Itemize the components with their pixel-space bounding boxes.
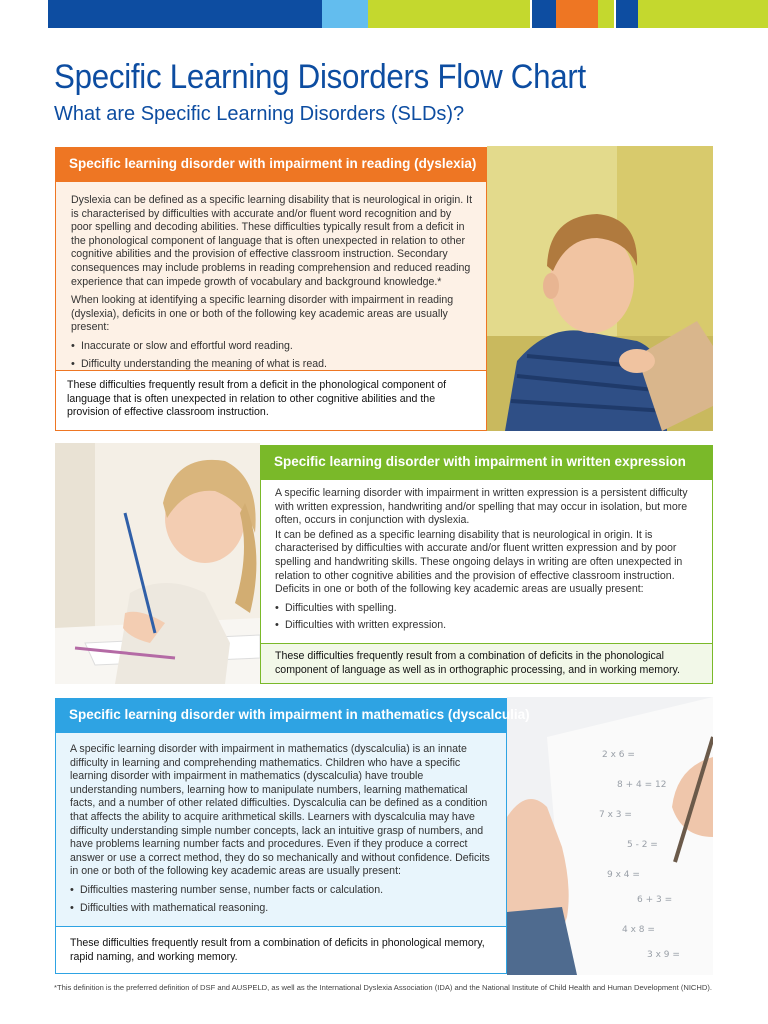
reading-paragraph-2: When looking at identifying a specific learning disorder with impairment in reading (dyslexia), deficits in one or both of the following key academic areas are usually present: — [71, 294, 454, 334]
reading-body — [55, 182, 487, 370]
writing-body — [260, 480, 713, 643]
reading-bullet-list — [71, 340, 474, 371]
math-heading: Specific learning disorder with impairment in mathematics (dyscalculia) — [55, 698, 507, 733]
math-paragraph-1: A specific learning disorder with impairment in mathematics (dyscalculia) is an innate difficulty in learning and comprehending mathematics. Children who have a specific learning disorder with impairment in mathematics (dyscalculia) have trouble understanding numbers, learning how to manipulate numbers, learning mathematical facts, and a number of other related difficulties. Dyscalculia can be defined as a condition that affects the ability to acquire arithmetical skills. Learners with dyscalculia may have difficulty understanding simple number concepts, lack an intuitive grasp of numbers, and have problems learning number facts and procedures. Even if they produce a correct answer or use a correct method, they do so mechanically and without confidence. Deficits in one or both of the following key academic areas are usually present: — [70, 743, 490, 878]
writing-summary: These difficulties frequently result from a combination of deficits in the phonological component of language as well as in orthographic processing, and in working memory. — [260, 643, 713, 684]
list-item: • Difficulties with spelling. — [275, 602, 702, 616]
svg-text:3 x 9 =: 3 x 9 = — [647, 950, 680, 960]
math-body — [55, 733, 507, 926]
svg-text:2 x 6 =: 2 x 6 = — [602, 750, 635, 760]
list-item: • Inaccurate or slow and effortful word reading. — [71, 340, 474, 354]
svg-text:4 x 8 =: 4 x 8 = — [622, 925, 655, 935]
boy-reading-photo — [487, 146, 713, 431]
svg-text:8 + 4 = 12: 8 + 4 = 12 — [617, 780, 667, 790]
list-item: • Difficulties with written expression. — [275, 619, 702, 633]
list-item: • Difficulties mastering number sense, number facts or calculation. — [70, 884, 492, 898]
list-item: • Difficulties with mathematical reasoning. — [70, 902, 492, 916]
writing-heading: Specific learning disorder with impairment in written expression — [260, 445, 713, 480]
footnote: *This definition is the preferred definition of DSF and AUSPELD, as well as the International Dyslexia Association (IDA) and the National Institute of Child Health and Human Development (NICHD). — [54, 983, 713, 992]
svg-text:7 x 3 =: 7 x 3 = — [599, 810, 632, 820]
page-title: Specific Learning Disorders Flow Chart — [54, 58, 586, 96]
reading-heading: Specific learning disorder with impairment in reading (dyslexia) — [55, 147, 487, 182]
math-bullet-list — [70, 884, 492, 915]
hands-math-worksheet-photo — [507, 697, 713, 975]
svg-text:9 x 4 =: 9 x 4 = — [607, 870, 640, 880]
svg-text:6 + 3 =: 6 + 3 = — [637, 895, 673, 905]
reading-summary: These difficulties frequently result from a deficit in the phonological component of language that is often unexpected in relation to other cognitive abilities and the provision of effective classroom instruction. — [55, 370, 487, 431]
writing-paragraph-1: A specific learning disorder with impairment in written expression is a persistent difficulty with written expression, handwriting and/or spelling that may occur in isolation, but more often, occurs in conjunction with dyslexia. — [275, 487, 688, 527]
girl-writing-photo — [55, 443, 260, 684]
svg-text:5 - 2 =: 5 - 2 = — [627, 840, 658, 850]
writing-bullet-list — [275, 602, 702, 633]
list-item: • Difficulty understanding the meaning of what is read. — [71, 358, 474, 372]
writing-paragraph-2: It can be defined as a specific learning disability that is neurological in origin. It is characterised by difficulties with accurate and/or fluent written expression and by poor spelling and handwriting skills. These ongoing delays in writing are often unexpected in relation to other cognitive abilities and the provision of effective classroom instruction. Deficits in one or both of the following key academic areas are usually present: — [275, 528, 683, 596]
reading-paragraph-1: Dyslexia can be defined as a specific learning disability that is neurological in origin. It is characterised by difficulties with accurate and/or fluent word recognition and by poor spelling and decoding abilities. These difficulties typically result from a deficit in the phonological component of language that is often unexpected in relation to other cognitive abilities and the provision of effective classroom instruction. Secondary consequences may include problems in reading comprehension and reduced reading experience that can impede growth of vocabulary and background knowledge.* — [71, 194, 473, 288]
page-subtitle: What are Specific Learning Disorders (SLDs)? — [54, 103, 465, 125]
math-summary: These difficulties frequently result from a combination of deficits in phonological memory, rapid naming, and working memory. — [55, 926, 507, 974]
